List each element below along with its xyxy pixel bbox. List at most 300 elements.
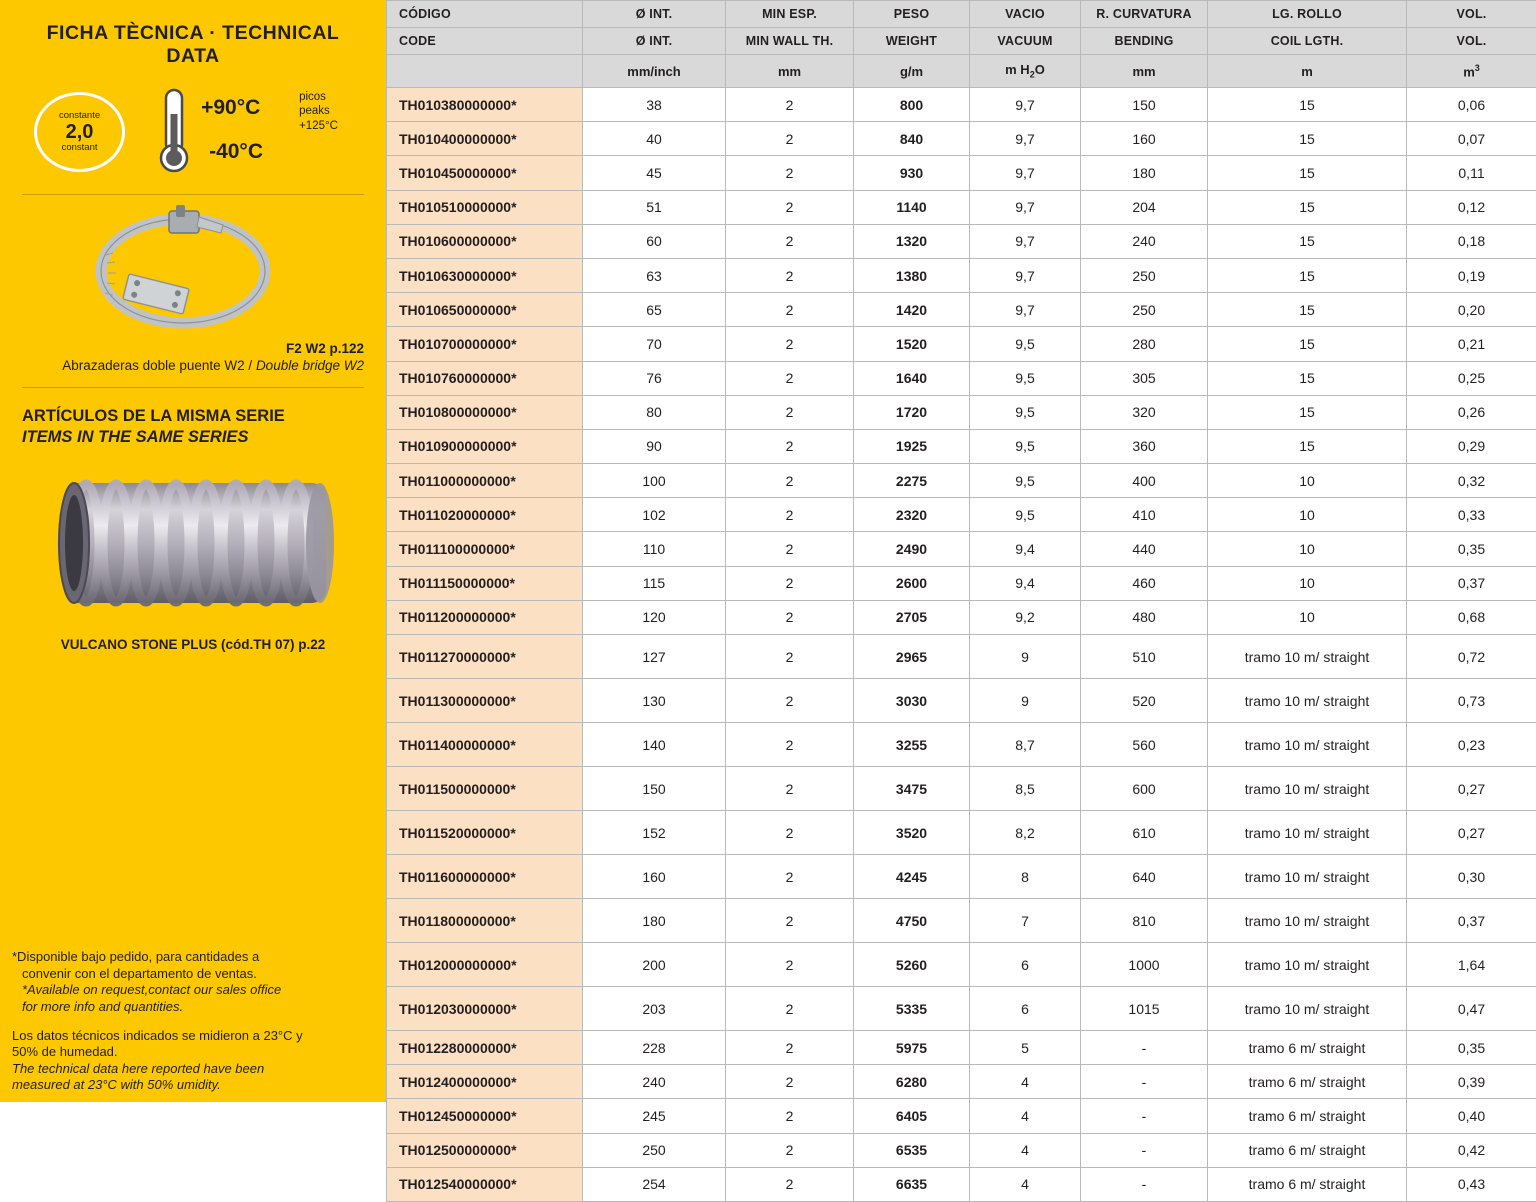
- col-header-unit-1: mm/inch: [583, 55, 726, 88]
- cell-code: TH011200000000*: [387, 600, 583, 634]
- cell-col-4: 9,2: [970, 600, 1081, 634]
- table-row: [387, 1065, 1536, 1099]
- cell-col-6: 15: [1208, 258, 1407, 292]
- table-row: [387, 723, 1536, 767]
- cell-col-6: tramo 6 m/ straight: [1208, 1099, 1407, 1133]
- min-temperature: -40°C: [209, 140, 263, 164]
- clamp-caption: [22, 358, 364, 373]
- constant-badge-top-label: constante: [59, 111, 100, 121]
- col-header-en-0: CODE: [387, 28, 583, 55]
- cell-code: TH011300000000*: [387, 679, 583, 723]
- footnote-measurement-en-2: measured at 23°C with 50% umidity.: [12, 1077, 221, 1092]
- cell-col-1: 160: [583, 855, 726, 899]
- table-row: [387, 943, 1536, 987]
- cell-weight: 1420: [854, 293, 970, 327]
- cell-col-5: 305: [1081, 361, 1208, 395]
- cell-col-7: 0,73: [1407, 679, 1536, 723]
- cell-col-5: 250: [1081, 258, 1208, 292]
- series-heading-en: ITEMS IN THE SAME SERIES: [22, 427, 364, 448]
- cell-col-1: 38: [583, 88, 726, 122]
- cell-weight: 2320: [854, 498, 970, 532]
- cell-code: TH012400000000*: [387, 1065, 583, 1099]
- cell-code: TH011000000000*: [387, 464, 583, 498]
- cell-col-1: 180: [583, 899, 726, 943]
- cell-col-4: 4: [970, 1065, 1081, 1099]
- table-row: [387, 855, 1536, 899]
- cell-code: TH011100000000*: [387, 532, 583, 566]
- cell-col-7: 0,72: [1407, 635, 1536, 679]
- cell-col-4: 8,2: [970, 811, 1081, 855]
- cell-code: TH010700000000*: [387, 327, 583, 361]
- cell-col-2: 2: [726, 395, 854, 429]
- col-header-unit-4: m $H_2O$: [970, 55, 1081, 88]
- cell-col-5: -: [1081, 1099, 1208, 1133]
- cell-col-6: tramo 10 m/ straight: [1208, 679, 1407, 723]
- cell-col-7: 0,47: [1407, 987, 1536, 1031]
- cell-code: TH011800000000*: [387, 899, 583, 943]
- table-row: [387, 566, 1536, 600]
- cell-col-7: 0,20: [1407, 293, 1536, 327]
- page-title: [22, 0, 364, 68]
- table-row: [387, 600, 1536, 634]
- cell-col-7: 0,25: [1407, 361, 1536, 395]
- cell-weight: 2275: [854, 464, 970, 498]
- cell-col-1: 51: [583, 190, 726, 224]
- cell-col-2: 2: [726, 498, 854, 532]
- cell-code: TH010450000000*: [387, 156, 583, 190]
- cell-col-1: 102: [583, 498, 726, 532]
- col-header-en-7: VOL.: [1407, 28, 1536, 55]
- cell-col-5: 150: [1081, 88, 1208, 122]
- cell-col-4: 9,7: [970, 190, 1081, 224]
- cell-col-2: 2: [726, 566, 854, 600]
- col-header-es-4: VACIO: [970, 1, 1081, 28]
- col-header-unit-7: $m^3$: [1407, 55, 1536, 88]
- cell-col-4: 9,5: [970, 327, 1081, 361]
- cell-col-6: tramo 6 m/ straight: [1208, 1065, 1407, 1099]
- table-row: [387, 635, 1536, 679]
- cell-col-2: 2: [726, 855, 854, 899]
- cell-col-4: 9,4: [970, 566, 1081, 600]
- cell-weight: 6635: [854, 1167, 970, 1201]
- cell-col-6: 15: [1208, 361, 1407, 395]
- cell-col-2: 2: [726, 899, 854, 943]
- cell-col-6: tramo 10 m/ straight: [1208, 855, 1407, 899]
- footnote-measurement-es-1: Los datos técnicos indicados se midieron a 23°C y: [12, 1028, 303, 1043]
- cell-col-1: 228: [583, 1031, 726, 1065]
- cell-col-6: 15: [1208, 293, 1407, 327]
- cell-col-2: 2: [726, 224, 854, 258]
- divider-mid: [22, 387, 364, 388]
- cell-col-5: 204: [1081, 190, 1208, 224]
- cell-col-6: 15: [1208, 327, 1407, 361]
- cell-code: TH011400000000*: [387, 723, 583, 767]
- cell-col-1: 245: [583, 1099, 726, 1133]
- cell-code: TH010650000000*: [387, 293, 583, 327]
- cell-weight: 2600: [854, 566, 970, 600]
- cell-col-5: 280: [1081, 327, 1208, 361]
- cell-col-4: 8,5: [970, 767, 1081, 811]
- cell-col-4: 9,7: [970, 122, 1081, 156]
- cell-col-5: 480: [1081, 600, 1208, 634]
- cell-weight: 3030: [854, 679, 970, 723]
- cell-col-5: 250: [1081, 293, 1208, 327]
- cell-col-4: 9,5: [970, 361, 1081, 395]
- col-header-es-6: LG. ROLLO: [1208, 1, 1407, 28]
- cell-col-5: 560: [1081, 723, 1208, 767]
- cell-code: TH011520000000*: [387, 811, 583, 855]
- table-row: [387, 1167, 1536, 1201]
- cell-col-4: 9,7: [970, 88, 1081, 122]
- cell-col-5: 410: [1081, 498, 1208, 532]
- cell-col-7: 0,12: [1407, 190, 1536, 224]
- clamp-code: F2 W2 p.122: [22, 341, 364, 356]
- left-info-panel: [0, 0, 386, 1102]
- cell-col-5: 600: [1081, 767, 1208, 811]
- cell-col-1: 45: [583, 156, 726, 190]
- badges-row: [22, 84, 364, 180]
- cell-col-6: tramo 10 m/ straight: [1208, 943, 1407, 987]
- cell-code: TH012280000000*: [387, 1031, 583, 1065]
- table-row: [387, 1133, 1536, 1167]
- hose-caption: VULCANO STONE PLUS (cód.TH 07) p.22: [22, 637, 364, 652]
- cell-col-7: 1,64: [1407, 943, 1536, 987]
- cell-weight: 4245: [854, 855, 970, 899]
- cell-weight: 840: [854, 122, 970, 156]
- cell-col-2: 2: [726, 156, 854, 190]
- cell-col-4: 9,5: [970, 464, 1081, 498]
- cell-weight: 3255: [854, 723, 970, 767]
- cell-code: TH010510000000*: [387, 190, 583, 224]
- header-row-units: [387, 55, 1536, 88]
- cell-col-6: tramo 10 m/ straight: [1208, 987, 1407, 1031]
- cell-col-5: 1015: [1081, 987, 1208, 1031]
- specifications-table: [386, 0, 1536, 1202]
- cell-col-2: 2: [726, 532, 854, 566]
- cell-code: TH012540000000*: [387, 1167, 583, 1201]
- cell-col-5: 640: [1081, 855, 1208, 899]
- cell-col-2: 2: [726, 1065, 854, 1099]
- header-row-en: [387, 28, 1536, 55]
- cell-col-1: 240: [583, 1065, 726, 1099]
- cell-col-7: 0,68: [1407, 600, 1536, 634]
- cell-col-7: 0,43: [1407, 1167, 1536, 1201]
- cell-col-2: 2: [726, 122, 854, 156]
- cell-col-1: 254: [583, 1167, 726, 1201]
- cell-col-7: 0,11: [1407, 156, 1536, 190]
- cell-weight: 3520: [854, 811, 970, 855]
- cell-col-1: 76: [583, 361, 726, 395]
- cell-col-1: 203: [583, 987, 726, 1031]
- footnote-measurement-en-1: The technical data here reported have been: [12, 1061, 264, 1076]
- table-row: [387, 395, 1536, 429]
- col-header-es-1: Ø INT.: [583, 1, 726, 28]
- cell-col-5: -: [1081, 1133, 1208, 1167]
- cell-code: TH010600000000*: [387, 224, 583, 258]
- cell-col-6: 15: [1208, 224, 1407, 258]
- table-row: [387, 327, 1536, 361]
- table-row: [387, 88, 1536, 122]
- cell-col-4: 6: [970, 987, 1081, 1031]
- footnote-measurement: [12, 1028, 370, 1095]
- table-row: [387, 293, 1536, 327]
- footnote-availability-en-2: for more info and quantities.: [12, 999, 370, 1016]
- cell-code: TH010630000000*: [387, 258, 583, 292]
- cell-col-1: 60: [583, 224, 726, 258]
- cell-col-1: 150: [583, 767, 726, 811]
- hose-image: [22, 457, 364, 627]
- peaks-note: [299, 90, 338, 133]
- cell-code: TH012000000000*: [387, 943, 583, 987]
- series-heading: [22, 406, 364, 447]
- table-row: [387, 361, 1536, 395]
- cell-col-2: 2: [726, 1167, 854, 1201]
- cell-code: TH010400000000*: [387, 122, 583, 156]
- cell-col-2: 2: [726, 767, 854, 811]
- cell-col-6: 15: [1208, 156, 1407, 190]
- cell-code: TH010380000000*: [387, 88, 583, 122]
- page-title-text: FICHA TÈCNICA · TECHNICAL DATA: [22, 22, 364, 68]
- cell-code: TH010760000000*: [387, 361, 583, 395]
- table-row: [387, 258, 1536, 292]
- cell-col-5: -: [1081, 1065, 1208, 1099]
- cell-col-7: 0,32: [1407, 464, 1536, 498]
- cell-col-5: 520: [1081, 679, 1208, 723]
- thermometer-icon: [151, 84, 197, 180]
- peaks-label-en: peaks: [299, 104, 338, 118]
- cell-weight: 1320: [854, 224, 970, 258]
- cell-col-7: 0,06: [1407, 88, 1536, 122]
- table-row: [387, 532, 1536, 566]
- cell-col-7: 0,23: [1407, 723, 1536, 767]
- cell-code: TH012500000000*: [387, 1133, 583, 1167]
- cell-col-2: 2: [726, 361, 854, 395]
- cell-col-5: -: [1081, 1167, 1208, 1201]
- cell-col-6: 10: [1208, 464, 1407, 498]
- cell-code: TH011270000000*: [387, 635, 583, 679]
- cell-col-5: -: [1081, 1031, 1208, 1065]
- cell-col-1: 152: [583, 811, 726, 855]
- cell-col-2: 2: [726, 190, 854, 224]
- cell-col-6: 15: [1208, 395, 1407, 429]
- footnote-availability: [12, 949, 370, 1016]
- col-header-en-1: Ø INT.: [583, 28, 726, 55]
- cell-col-4: 9,7: [970, 293, 1081, 327]
- cell-col-1: 120: [583, 600, 726, 634]
- cell-col-2: 2: [726, 258, 854, 292]
- cell-col-2: 2: [726, 88, 854, 122]
- clamp-image: [22, 203, 364, 333]
- col-header-en-6: COIL LGTH.: [1208, 28, 1407, 55]
- cell-weight: 4750: [854, 899, 970, 943]
- col-header-unit-0: [387, 55, 583, 88]
- col-header-unit-6: m: [1208, 55, 1407, 88]
- footnote-availability-es-2: convenir con el departamento de ventas.: [12, 966, 370, 983]
- cell-col-7: 0,07: [1407, 122, 1536, 156]
- cell-weight: 1720: [854, 395, 970, 429]
- cell-col-1: 127: [583, 635, 726, 679]
- cell-col-4: 9,7: [970, 156, 1081, 190]
- col-header-en-3: WEIGHT: [854, 28, 970, 55]
- cell-col-1: 65: [583, 293, 726, 327]
- cell-col-2: 2: [726, 723, 854, 767]
- cell-weight: 1520: [854, 327, 970, 361]
- cell-col-4: 9,5: [970, 395, 1081, 429]
- cell-col-2: 2: [726, 1031, 854, 1065]
- cell-col-7: 0,33: [1407, 498, 1536, 532]
- cell-col-7: 0,29: [1407, 429, 1536, 463]
- table-row: [387, 1099, 1536, 1133]
- cell-col-4: 9,5: [970, 498, 1081, 532]
- cell-col-4: 4: [970, 1133, 1081, 1167]
- cell-col-5: 240: [1081, 224, 1208, 258]
- cell-col-6: tramo 10 m/ straight: [1208, 811, 1407, 855]
- cell-col-4: 9: [970, 635, 1081, 679]
- cell-col-7: 0,42: [1407, 1133, 1536, 1167]
- cell-col-4: 9,7: [970, 224, 1081, 258]
- col-header-en-4: VACUUM: [970, 28, 1081, 55]
- cell-weight: 1380: [854, 258, 970, 292]
- col-header-en-2: MIN WALL TH.: [726, 28, 854, 55]
- cell-col-7: 0,18: [1407, 224, 1536, 258]
- cell-col-4: 4: [970, 1099, 1081, 1133]
- cell-col-5: 320: [1081, 395, 1208, 429]
- table-row: [387, 464, 1536, 498]
- cell-col-6: 10: [1208, 532, 1407, 566]
- cell-col-1: 63: [583, 258, 726, 292]
- cell-col-4: 8: [970, 855, 1081, 899]
- cell-col-1: 70: [583, 327, 726, 361]
- cell-col-1: 250: [583, 1133, 726, 1167]
- col-header-unit-2: mm: [726, 55, 854, 88]
- footnote-availability-en-1: *Available on request,contact our sales office: [12, 982, 370, 999]
- cell-col-1: 130: [583, 679, 726, 723]
- table-row: [387, 679, 1536, 723]
- cell-col-5: 440: [1081, 532, 1208, 566]
- table-row: [387, 156, 1536, 190]
- cell-col-6: 15: [1208, 190, 1407, 224]
- cell-col-7: 0,39: [1407, 1065, 1536, 1099]
- col-header-unit-3: g/m: [854, 55, 970, 88]
- cell-code: TH011500000000*: [387, 767, 583, 811]
- cell-col-5: 810: [1081, 899, 1208, 943]
- cell-col-2: 2: [726, 1133, 854, 1167]
- table-row: [387, 1031, 1536, 1065]
- cell-code: TH011020000000*: [387, 498, 583, 532]
- cell-col-6: tramo 6 m/ straight: [1208, 1133, 1407, 1167]
- cell-col-1: 90: [583, 429, 726, 463]
- table-row: [387, 122, 1536, 156]
- cell-col-4: 9,4: [970, 532, 1081, 566]
- cell-col-2: 2: [726, 987, 854, 1031]
- cell-col-4: 8,7: [970, 723, 1081, 767]
- cell-col-5: 510: [1081, 635, 1208, 679]
- cell-col-5: 400: [1081, 464, 1208, 498]
- cell-col-1: 40: [583, 122, 726, 156]
- col-header-es-0: CÓDIGO: [387, 1, 583, 28]
- col-header-en-5: BENDING: [1081, 28, 1208, 55]
- cell-weight: 1925: [854, 429, 970, 463]
- footnote-availability-es-1: *Disponible bajo pedido, para cantidades a: [12, 949, 259, 964]
- cell-weight: 6280: [854, 1065, 970, 1099]
- cell-weight: 6535: [854, 1133, 970, 1167]
- table-head: [387, 1, 1536, 88]
- constant-pressure-badge: [34, 92, 125, 172]
- cell-col-4: 4: [970, 1167, 1081, 1201]
- cell-code: TH012030000000*: [387, 987, 583, 1031]
- cell-col-5: 1000: [1081, 943, 1208, 987]
- cell-code: TH011600000000*: [387, 855, 583, 899]
- cell-col-6: tramo 10 m/ straight: [1208, 723, 1407, 767]
- cell-col-7: 0,27: [1407, 767, 1536, 811]
- cell-col-4: 9,7: [970, 258, 1081, 292]
- max-temperature: +90°C: [201, 96, 260, 120]
- cell-col-4: 7: [970, 899, 1081, 943]
- table-row: [387, 811, 1536, 855]
- table-row: [387, 498, 1536, 532]
- cell-col-5: 180: [1081, 156, 1208, 190]
- cell-weight: 5260: [854, 943, 970, 987]
- constant-badge-bottom-label: constant: [62, 143, 98, 153]
- cell-col-2: 2: [726, 811, 854, 855]
- cell-code: TH011150000000*: [387, 566, 583, 600]
- footnote-measurement-es-2: 50% de humedad.: [12, 1044, 118, 1059]
- table-row: [387, 767, 1536, 811]
- table-row: [387, 987, 1536, 1031]
- cell-weight: 2965: [854, 635, 970, 679]
- cell-col-6: 15: [1208, 88, 1407, 122]
- col-header-es-2: MIN ESP.: [726, 1, 854, 28]
- cell-col-6: 15: [1208, 122, 1407, 156]
- cell-code: TH010800000000*: [387, 395, 583, 429]
- cell-col-1: 140: [583, 723, 726, 767]
- cell-col-7: 0,27: [1407, 811, 1536, 855]
- cell-col-2: 2: [726, 679, 854, 723]
- cell-col-5: 160: [1081, 122, 1208, 156]
- cell-col-7: 0,26: [1407, 395, 1536, 429]
- cell-col-7: 0,37: [1407, 566, 1536, 600]
- cell-code: TH010900000000*: [387, 429, 583, 463]
- cell-col-6: 15: [1208, 429, 1407, 463]
- table-row: [387, 224, 1536, 258]
- cell-weight: 5975: [854, 1031, 970, 1065]
- divider-top: [22, 194, 364, 195]
- specifications-table-container: [386, 0, 1536, 1102]
- cell-col-2: 2: [726, 429, 854, 463]
- cell-weight: 5335: [854, 987, 970, 1031]
- peaks-value: +125°C: [299, 119, 338, 133]
- cell-weight: 1140: [854, 190, 970, 224]
- cell-col-7: 0,21: [1407, 327, 1536, 361]
- cell-col-7: 0,30: [1407, 855, 1536, 899]
- cell-col-2: 2: [726, 293, 854, 327]
- cell-col-6: tramo 6 m/ straight: [1208, 1167, 1407, 1201]
- cell-col-6: 10: [1208, 498, 1407, 532]
- header-row-es: [387, 1, 1536, 28]
- footnotes: [12, 949, 370, 1094]
- cell-col-6: 10: [1208, 566, 1407, 600]
- col-header-unit-5: mm: [1081, 55, 1208, 88]
- cell-col-1: 115: [583, 566, 726, 600]
- series-heading-es: ARTÍCULOS DE LA MISMA SERIE: [22, 406, 364, 427]
- cell-col-4: 6: [970, 943, 1081, 987]
- clamp-caption-en: Double bridge W2: [256, 358, 364, 373]
- cell-weight: 6405: [854, 1099, 970, 1133]
- cell-col-1: 100: [583, 464, 726, 498]
- col-header-es-3: PESO: [854, 1, 970, 28]
- cell-col-4: 9: [970, 679, 1081, 723]
- cell-col-6: tramo 10 m/ straight: [1208, 767, 1407, 811]
